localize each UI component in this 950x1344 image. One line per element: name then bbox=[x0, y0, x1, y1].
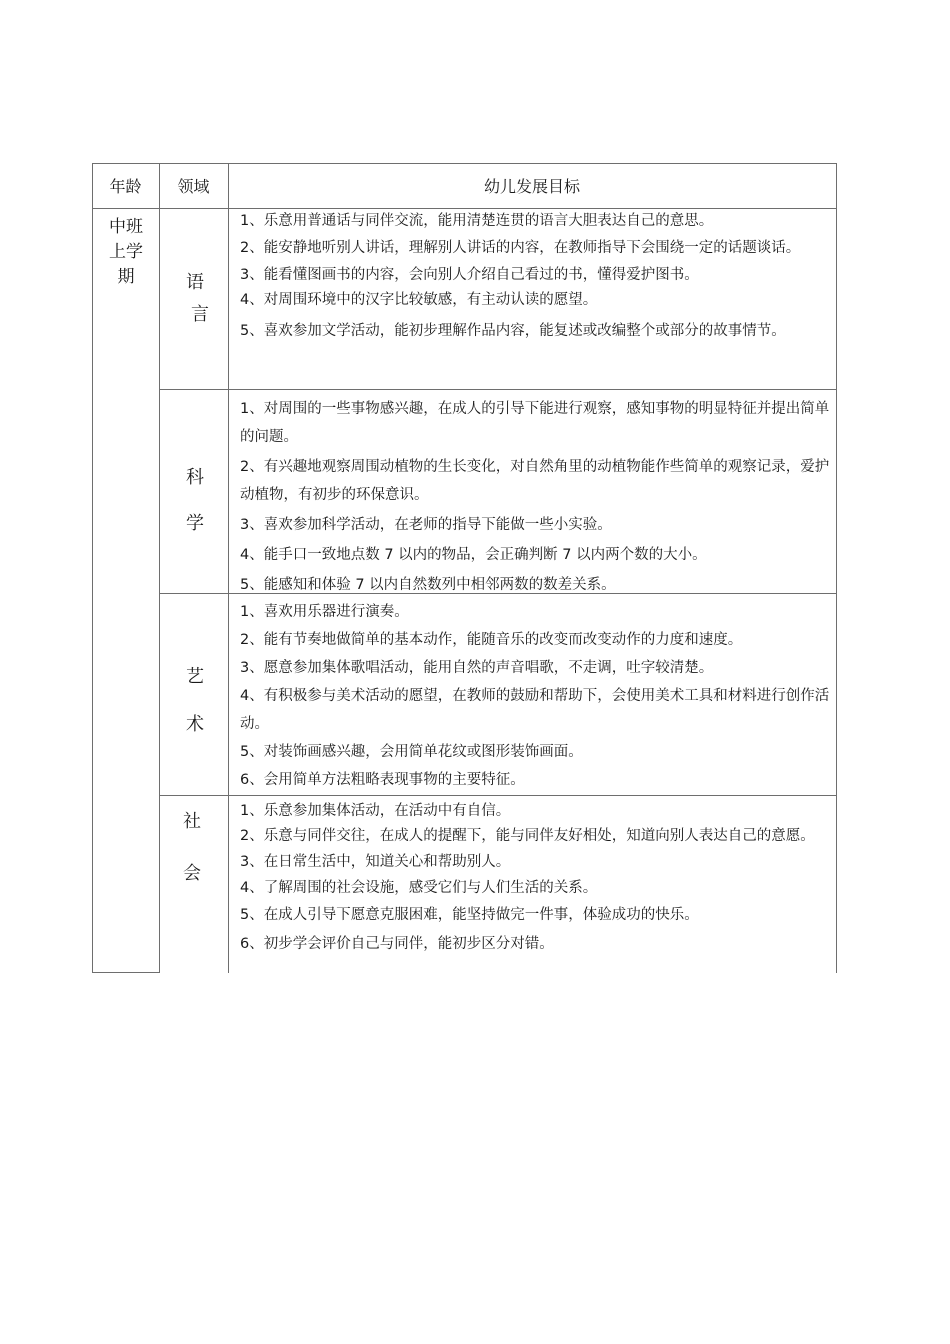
domain-arts-char-2: 术 bbox=[186, 714, 204, 735]
goal-item: 4、对周围环境中的汉字比较敏感，有主动认读的愿望。 bbox=[240, 292, 598, 308]
goal-item: 6、初步学会评价自己与同伴，能初步区分对错。 bbox=[240, 936, 554, 952]
domain-society-char-2: 会 bbox=[183, 863, 201, 884]
domain-arts-char-1: 艺 bbox=[186, 666, 204, 687]
domain-column-divider bbox=[228, 163, 229, 973]
goal-item: 5、在成人引导下愿意克服困难，能坚持做完一件事，体验成功的快乐。 bbox=[240, 907, 699, 923]
header-goals: 幼儿发展目标 bbox=[483, 177, 580, 196]
goal-item: 3、能看懂图画书的内容，会向别人介绍自己看过的书，懂得爱护图书。 bbox=[240, 267, 699, 283]
goal-item: 4、了解周围的社会设施，感受它们与人们生活的关系。 bbox=[240, 880, 598, 896]
goal-item: 1、乐意用普通话与同伴交流，能用清楚连贯的语言大胆表达自己的意思。 bbox=[240, 213, 714, 229]
header-domain: 领域 bbox=[177, 177, 210, 196]
goals-language bbox=[240, 210, 830, 390]
section-divider-2 bbox=[159, 593, 837, 594]
domain-science bbox=[162, 455, 228, 547]
goal-item: 3、在日常生活中，知道关心和帮助别人。 bbox=[240, 854, 511, 870]
goals-arts bbox=[240, 598, 830, 795]
goal-item: 5、能感知和体验 7 以内自然数列中相邻两数的数差关系。 bbox=[240, 577, 616, 593]
age-column-divider bbox=[159, 163, 160, 973]
goal-item: 2、乐意与同伴交往，在成人的提醒下，能与同伴友好相处，知道向别人表达自己的意愿。 bbox=[240, 828, 815, 844]
goal-item: 5、喜欢参加文学活动，能初步理解作品内容，能复述或改编整个或部分的故事情节。 bbox=[240, 323, 786, 339]
goal-item: 2、能有节奏地做简单的基本动作，能随音乐的改变而改变动作的力度和速度。 bbox=[240, 632, 743, 648]
goal-item: 4、能手口一致地点数 7 以内的物品，会正确判断 7 以内两个数的大小。 bbox=[240, 547, 707, 563]
goal-item: 1、对周围的一些事物感兴趣，在成人的引导下能进行观察，感知事物的明显特征并提出简单的问题。 bbox=[240, 401, 830, 445]
goal-item: 1、喜欢用乐器进行演奏。 bbox=[240, 604, 409, 620]
domain-society-char-1: 社 bbox=[183, 811, 201, 832]
goal-item: 2、能安静地听别人讲话，理解别人讲话的内容，在教师指导下会围绕一定的话题谈话。 bbox=[240, 240, 801, 256]
goal-item: 3、愿意参加集体歌唱活动，能用自然的声音唱歌，不走调，吐字较清楚。 bbox=[240, 660, 714, 676]
table-right-border bbox=[836, 163, 837, 973]
age-line-1: 中班 bbox=[109, 217, 143, 237]
header-bottom-border bbox=[92, 208, 837, 209]
goal-item: 3、喜欢参加科学活动，在老师的指导下能做一些小实验。 bbox=[240, 517, 612, 533]
domain-arts bbox=[162, 653, 228, 749]
goal-item: 6、会用简单方法粗略表现事物的主要特征。 bbox=[240, 772, 525, 788]
domain-language-char-2: 言 bbox=[191, 304, 209, 325]
goal-item: 4、有积极参与美术活动的愿望，在教师的鼓励和帮助下，会使用美术工具和材料进行创作活动。 bbox=[240, 688, 830, 732]
domain-language-char-1: 语 bbox=[186, 272, 204, 293]
goal-item: 1、乐意参加集体活动，在活动中有自信。 bbox=[240, 803, 511, 819]
table-left-border bbox=[92, 163, 93, 973]
domain-language bbox=[162, 267, 228, 331]
domain-science-char-2: 学 bbox=[186, 513, 204, 534]
age-line-3: 期 bbox=[117, 267, 135, 287]
table-bottom-border-age bbox=[92, 972, 160, 973]
domain-society bbox=[162, 796, 222, 900]
goal-item: 5、对装饰画感兴趣，会用简单花纹或图形装饰画面。 bbox=[240, 744, 583, 760]
section-divider-3 bbox=[159, 795, 837, 796]
development-goals-table bbox=[92, 163, 837, 973]
age-line-2: 上学 bbox=[109, 242, 143, 262]
goals-society bbox=[240, 799, 830, 973]
goal-item: 2、有兴趣地观察周围动植物的生长变化，对自然角里的动植物能作些简单的观察记录，爱护动植物，有初步的环保意识。 bbox=[240, 459, 830, 503]
header-age: 年龄 bbox=[109, 177, 142, 196]
goals-science bbox=[240, 395, 830, 593]
domain-science-char-1: 科 bbox=[186, 467, 204, 488]
age-cell bbox=[100, 215, 152, 290]
